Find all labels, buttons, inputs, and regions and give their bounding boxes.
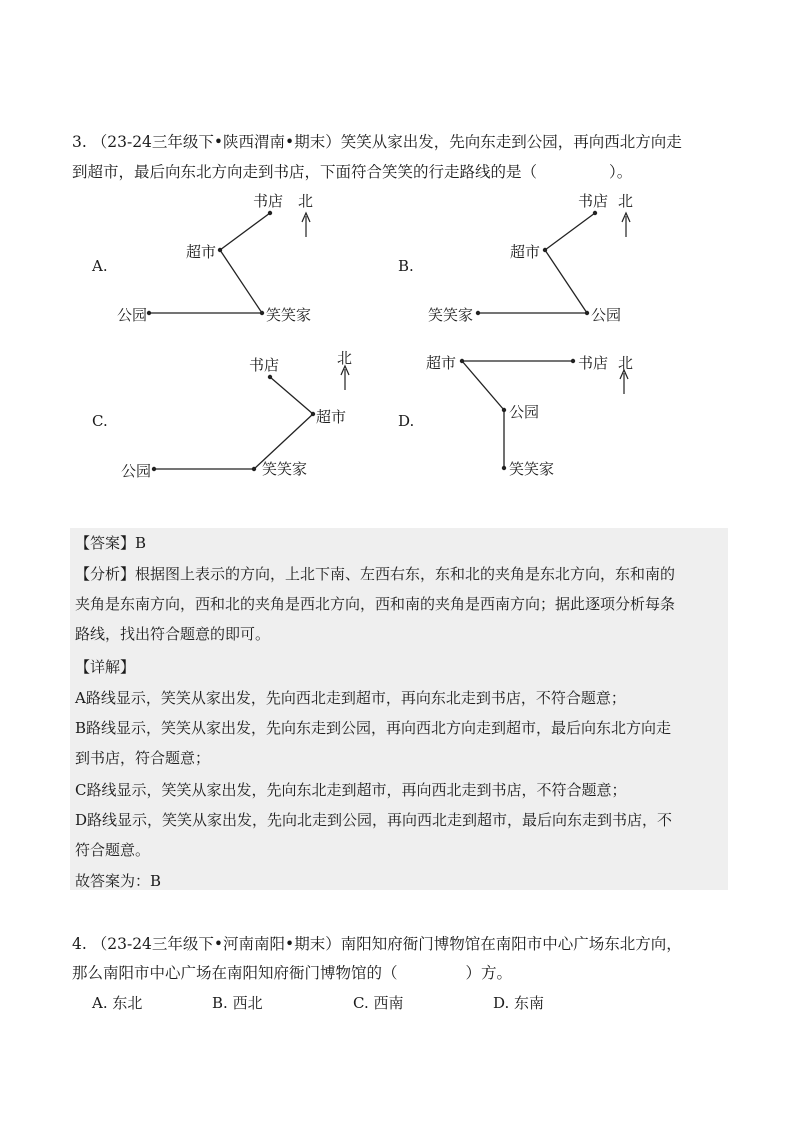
option-a-label: A.	[92, 257, 108, 275]
q4-option-d-text: 东南	[514, 994, 545, 1012]
q4-number: 4.	[72, 935, 87, 953]
option-a-north: 北	[298, 192, 314, 210]
option-b-park: 公园	[591, 306, 622, 324]
q4-stem-line2	[72, 958, 512, 988]
detail-c-line: C路线显示，笑笑从家出发，先向东北走到超市，再向西北走到书店，不符合题意；	[75, 781, 627, 799]
option-d-park: 公园	[509, 403, 540, 421]
q4-option-d	[493, 992, 544, 1013]
answer-line: 【答案】B	[75, 534, 147, 552]
option-d-market: 超市	[426, 354, 457, 372]
q4-option-a	[92, 992, 142, 1013]
q4-stem-end: ）方。	[465, 964, 513, 982]
option-c-shop: 书店	[249, 356, 280, 374]
detail-b-line-1: B路线显示，笑笑从家出发，先向东走到公园，再向西北方向走到超市，最后向东北方向走	[75, 719, 672, 737]
q4-option-c-label: C.	[353, 994, 369, 1012]
option-b-label: B.	[398, 257, 414, 275]
q3-number: 3.	[72, 133, 87, 151]
q4-option-d-label: D.	[493, 994, 510, 1012]
option-a-home: 笑笑家	[266, 306, 312, 324]
q4-option-b	[212, 992, 263, 1013]
detail-d-line-1: D路线显示，笑笑从家出发，先向北走到公园，再向西北走到超市，最后向东走到书店，不	[75, 811, 673, 829]
option-a-shop: 书店	[253, 192, 284, 210]
option-c-park: 公园	[121, 462, 152, 480]
analysis-line-2: 夹角是东南方向，西和北的夹角是西北方向，西和南的夹角是西南方向；据此逐项分析每条	[75, 595, 676, 613]
detail-b-line-2: 到书店，符合题意；	[75, 749, 211, 767]
q3-stem-end: ）。	[609, 163, 633, 181]
option-c-home: 笑笑家	[262, 460, 308, 478]
detail-a-line: A路线显示，笑笑从家出发，先向西北走到超市，再向东北走到书店，不符合题意；	[75, 689, 626, 707]
detail-d-line-2: 符合题意。	[75, 841, 151, 859]
option-b-north: 北	[618, 192, 634, 210]
option-a-market: 超市	[186, 243, 217, 261]
q3-stem-text1: 笑笑从家出发，先向东走到公园，再向西北方向走	[340, 133, 682, 151]
option-d-north: 北	[618, 354, 634, 372]
option-d-label: D.	[398, 412, 415, 430]
option-b-market: 超市	[510, 243, 541, 261]
q4-source: （23-24三年级下•河南南阳•期末）	[91, 935, 341, 953]
q4-option-a-label: A.	[92, 994, 108, 1012]
option-c-label: C.	[92, 412, 108, 430]
q4-option-c	[353, 992, 404, 1013]
option-b-home: 笑笑家	[428, 306, 474, 324]
analysis-line-3: 路线，找出符合题意的即可。	[75, 625, 271, 643]
option-b-shop: 书店	[578, 192, 609, 210]
option-d-home: 笑笑家	[509, 460, 555, 478]
q4-stem-text1: 南阳知府衙门博物馆在南阳市中心广场东北方向，	[340, 935, 682, 953]
q3-source: （23-24三年级下•陕西渭南•期末）	[91, 133, 341, 151]
q4-option-a-text: 东北	[112, 994, 143, 1012]
option-c-market: 超市	[316, 408, 347, 426]
q4-option-b-label: B.	[212, 994, 228, 1012]
option-d-shop: 书店	[578, 354, 609, 372]
q4-stem-line1	[72, 929, 682, 959]
analysis-line-1: 【分析】根据图上表示的方向，上北下南、左西右东，东和北的夹角是东北方向，东和南的	[75, 565, 676, 583]
final-answer-line: 故答案为：B	[75, 872, 162, 890]
q4-option-b-text: 西北	[232, 994, 263, 1012]
detail-title: 【详解】	[75, 658, 136, 676]
option-c-north: 北	[337, 349, 353, 367]
option-a-park: 公园	[117, 306, 148, 324]
q4-stem-text2: 那么南阳市中心广场在南阳知府衙门博物馆的（	[72, 964, 398, 982]
q4-option-c-text: 西南	[373, 994, 404, 1012]
q3-stem-text2: 到超市，最后向东北方向走到书店，下面符合笑笑的行走路线的是（	[72, 163, 538, 181]
